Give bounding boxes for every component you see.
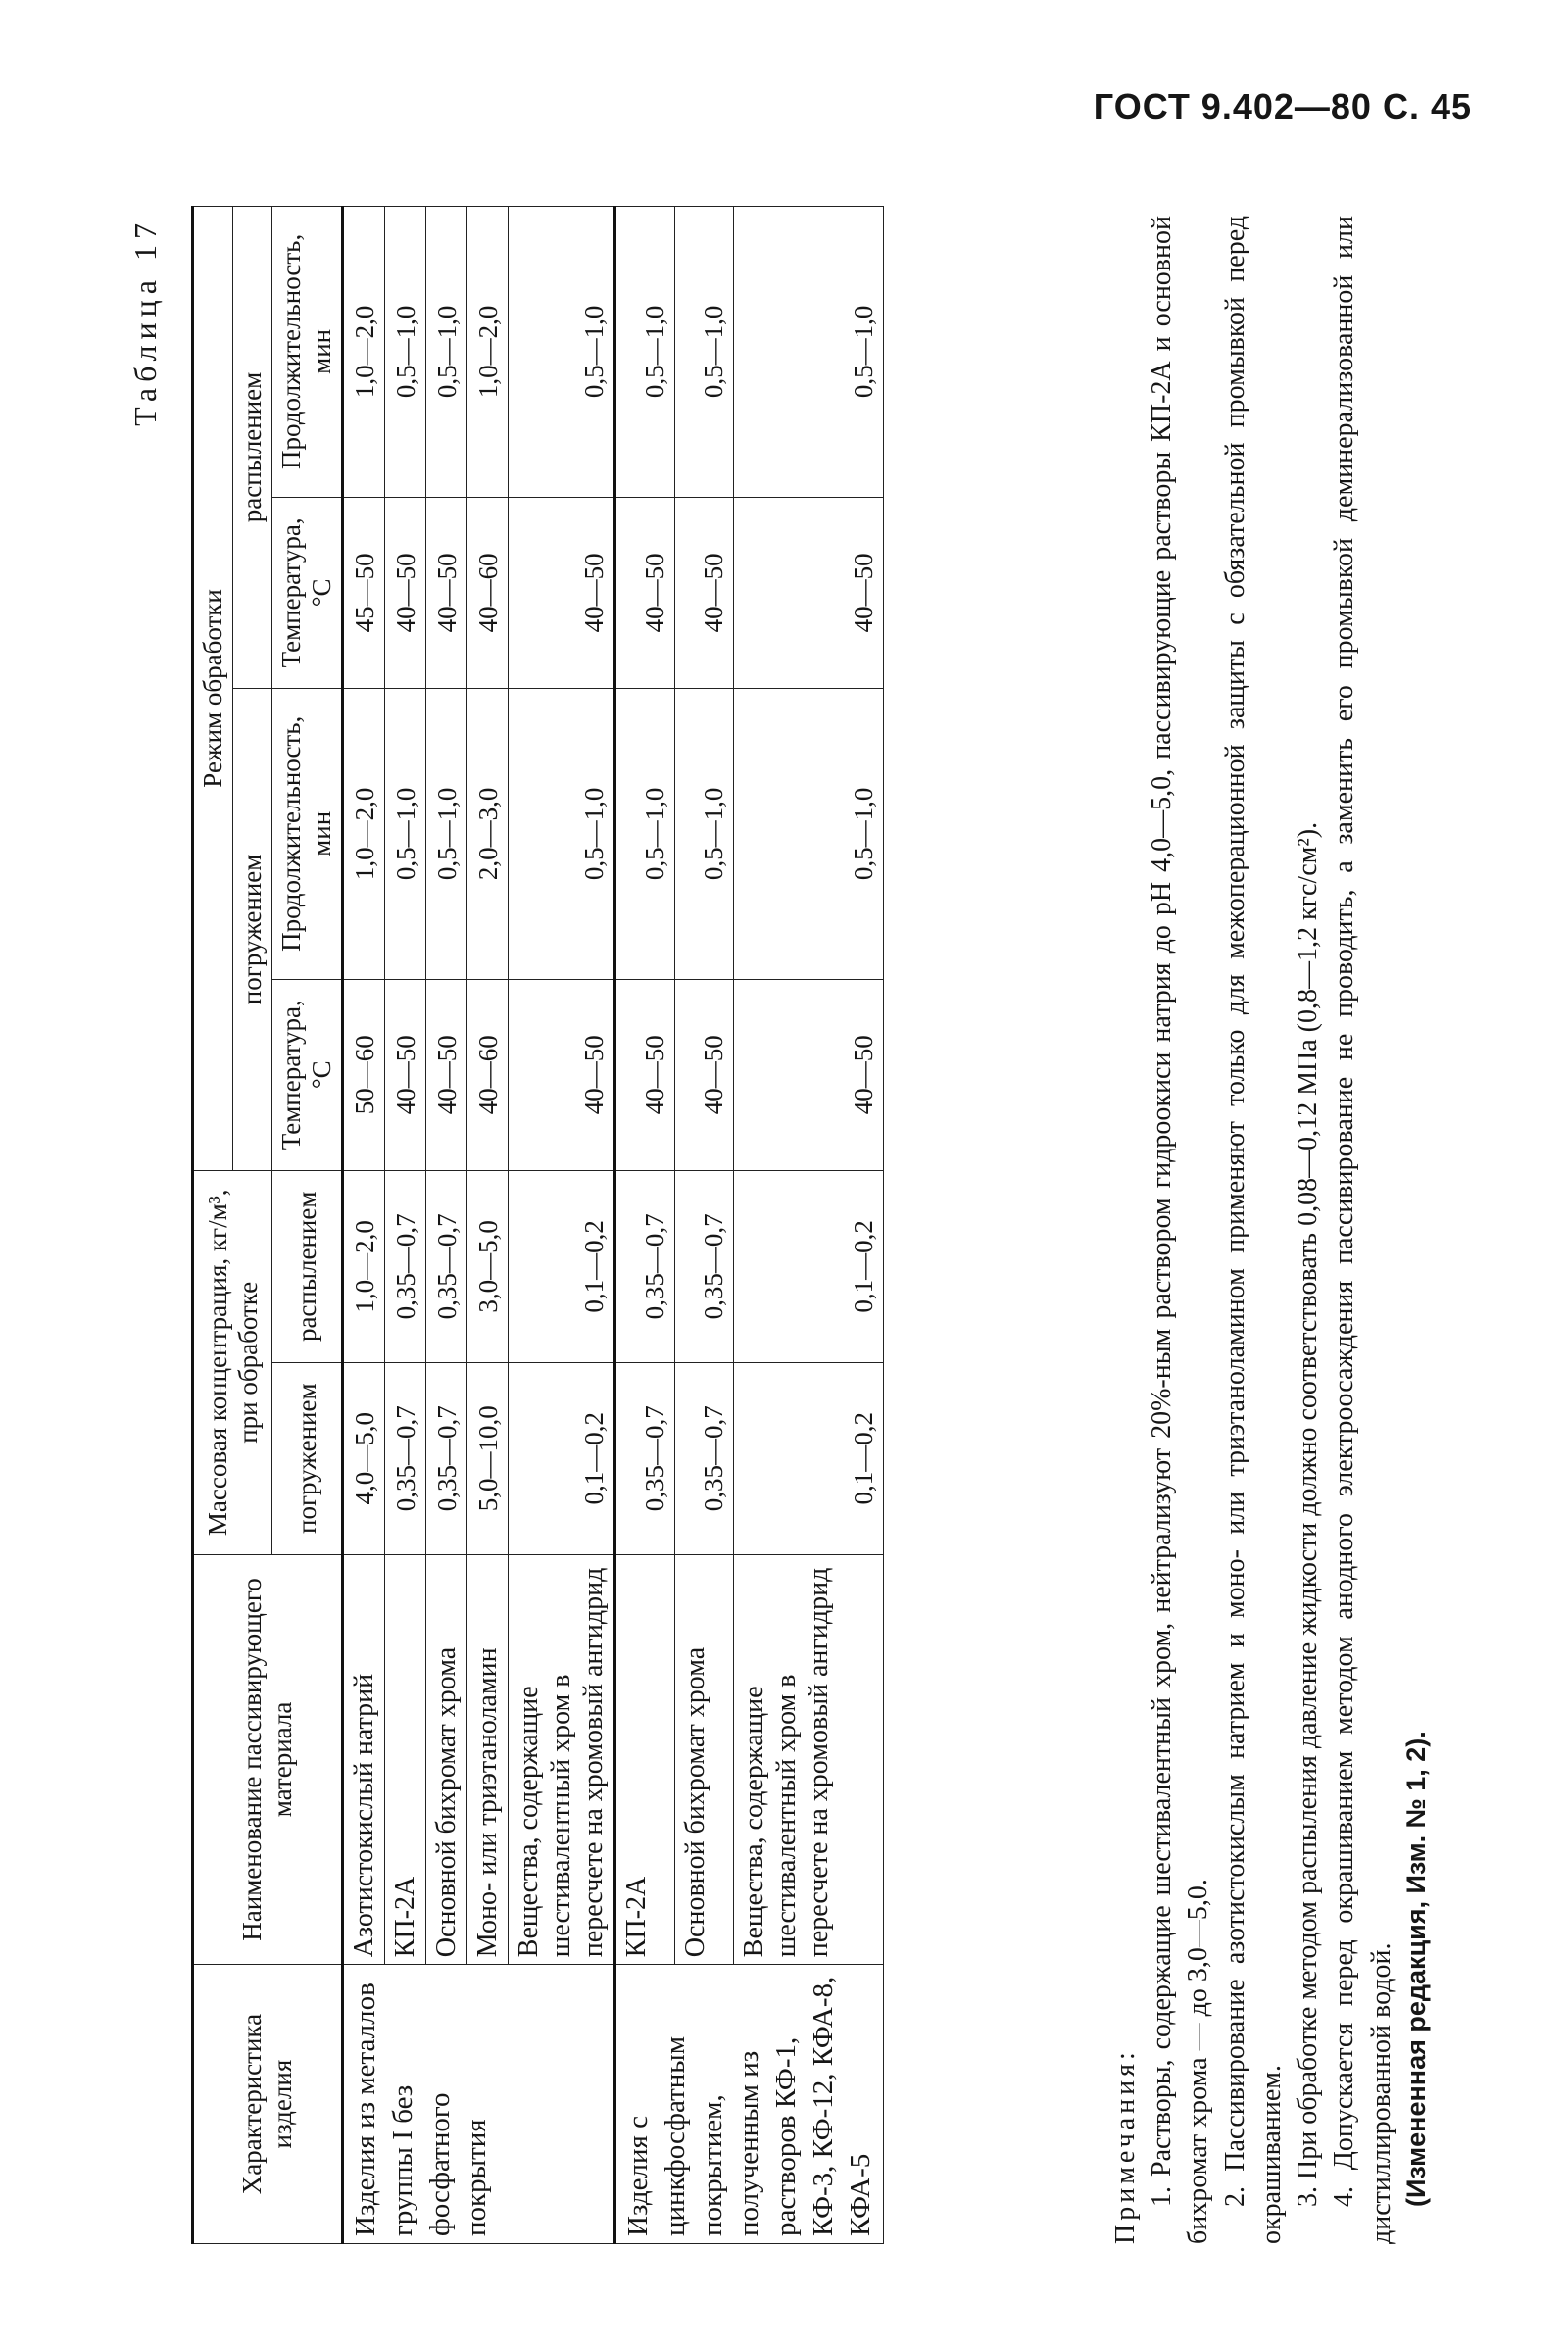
header-conc-immersion: погружением: [272, 1362, 343, 1554]
table-row: [615, 207, 675, 2244]
cell-conc-spraying: 0,35—0,7: [385, 1170, 426, 1362]
cell-spr-duration: 0,5—1,0: [426, 207, 467, 498]
header-material: Наименование пассивирующего материала: [193, 1554, 343, 1965]
note-4: 4. Допускается перед окрашиванием методом анодного электроосаждения пассивирование не проводить, а заменить его промывкой деминерализованной или дистиллированной водой.: [1329, 216, 1396, 2244]
cell-conc-immersion: 0,1—0,2: [509, 1362, 615, 1554]
cell-characteristic: Изделия из металлов группы I без фосфатного покрытия: [343, 1965, 615, 2244]
cell-characteristic: Изделия с цинкфосфатным покрытием, полученным из растворов КФ-1, КФ-3, КФ-12, КФА-8, КФА-5: [615, 1965, 884, 2244]
edition-note: (Измененная редакция, Изм. № 1, 2).: [1400, 1731, 1431, 2207]
cell-material: КП-2А: [385, 1554, 426, 1965]
cell-spr-duration: 0,5—1,0: [509, 207, 615, 498]
cell-imm-temperature: 50—60: [343, 979, 385, 1170]
cell-spr-temperature: 45—50: [343, 497, 385, 688]
table-row: [343, 207, 385, 2244]
table-row: [509, 207, 615, 2244]
cell-spr-duration: 0,5—1,0: [385, 207, 426, 498]
cell-imm-temperature: 40—50: [426, 979, 467, 1170]
cell-imm-duration: 0,5—1,0: [385, 688, 426, 979]
cell-material: Азотистокислый натрий: [343, 1554, 385, 1965]
notes: [1107, 216, 1435, 2244]
header-spr-temperature: Температура, °С: [272, 497, 343, 688]
table-row: [675, 207, 734, 2244]
header-characteristic: Характеристика изделия: [193, 1965, 343, 2244]
cell-conc-immersion: 0,35—0,7: [675, 1362, 734, 1554]
cell-conc-spraying: 3,0—5,0: [467, 1170, 509, 1362]
cell-spr-temperature: 40—60: [467, 497, 509, 688]
passivation-table: [191, 206, 884, 2244]
header-by-spraying: распылением: [233, 207, 272, 689]
cell-material: Основной бихромат хрома: [675, 1554, 734, 1965]
header-conc-spraying: распылением: [272, 1170, 343, 1362]
cell-spr-temperature: 40—50: [509, 497, 615, 688]
note-3: 3. При обработке методом распыления давление жидкости должно соответствовать 0,08—0,12 МПа (0,8—1,2 кгс/см²).: [1293, 821, 1324, 2207]
cell-spr-duration: 0,5—1,0: [615, 207, 675, 498]
header-imm-temperature: Температура, °С: [272, 979, 343, 1170]
cell-conc-spraying: 0,35—0,7: [675, 1170, 734, 1362]
cell-material: Основной бихромат хрома: [426, 1554, 467, 1965]
cell-imm-temperature: 40—50: [385, 979, 426, 1170]
cell-conc-immersion: 0,35—0,7: [615, 1362, 675, 1554]
cell-conc-immersion: 4,0—5,0: [343, 1362, 385, 1554]
cell-conc-immersion: 0,35—0,7: [385, 1362, 426, 1554]
cell-material: Вещества, содержащие шестивалентный хром в пересчете на хромовый ангидрид: [733, 1554, 883, 1965]
rotated-content: [127, 206, 1431, 2244]
cell-imm-temperature: 40—50: [675, 979, 734, 1170]
header-mode: Режим обработки: [193, 207, 233, 1171]
table-row: [733, 207, 883, 2244]
cell-conc-spraying: 0,35—0,7: [426, 1170, 467, 1362]
cell-spr-duration: 0,5—1,0: [675, 207, 734, 498]
cell-conc-immersion: 5,0—10,0: [467, 1362, 509, 1554]
cell-spr-temperature: 40—50: [426, 497, 467, 688]
cell-imm-duration: 2,0—3,0: [467, 688, 509, 979]
cell-conc-immersion: 0,35—0,7: [426, 1362, 467, 1554]
cell-spr-temperature: 40—50: [615, 497, 675, 688]
table-caption: Таблица 17: [127, 218, 163, 426]
cell-material: Вещества, содержащие шестивалентный хром в пересчете на хромовый ангидрид: [509, 1554, 615, 1965]
cell-conc-spraying: 0,1—0,2: [733, 1170, 883, 1362]
cell-spr-temperature: 40—50: [385, 497, 426, 688]
table-row: [385, 207, 426, 2244]
cell-imm-duration: 0,5—1,0: [509, 688, 615, 979]
cell-conc-spraying: 1,0—2,0: [343, 1170, 385, 1362]
note-2: 2. Пассивирование азотистокислым натрием и моно- или триэтаноламином применяют только для межоперационной защиты с обязательной промывкой перед окрашиванием.: [1219, 216, 1287, 2244]
cell-imm-duration: 0,5—1,0: [426, 688, 467, 979]
cell-imm-duration: 0,5—1,0: [733, 688, 883, 979]
cell-imm-temperature: 40—50: [733, 979, 883, 1170]
cell-spr-duration: 0,5—1,0: [733, 207, 883, 498]
header-imm-duration: Продолжительность, мин: [272, 688, 343, 979]
header-by-immersion: погружением: [233, 688, 272, 1170]
cell-spr-temperature: 40—50: [675, 497, 734, 688]
table-row: [467, 207, 509, 2244]
cell-imm-duration: 0,5—1,0: [615, 688, 675, 979]
cell-imm-duration: 0,5—1,0: [675, 688, 734, 979]
cell-imm-temperature: 40—50: [615, 979, 675, 1170]
table-row: [426, 207, 467, 2244]
header-spr-duration: Продолжительность, мин: [272, 207, 343, 498]
cell-imm-duration: 1,0—2,0: [343, 688, 385, 979]
cell-imm-temperature: 40—50: [509, 979, 615, 1170]
cell-spr-duration: 1,0—2,0: [467, 207, 509, 498]
cell-spr-duration: 1,0—2,0: [343, 207, 385, 498]
cell-material: Моно- или триэтаноламин: [467, 1554, 509, 1965]
cell-conc-spraying: 0,35—0,7: [615, 1170, 675, 1362]
header-concentration: Массовая концентрация, кг/м³, при обработке: [193, 1170, 272, 1554]
notes-title: Примечания:: [1110, 2048, 1141, 2244]
cell-conc-spraying: 0,1—0,2: [509, 1170, 615, 1362]
cell-conc-immersion: 0,1—0,2: [733, 1362, 883, 1554]
cell-spr-temperature: 40—50: [733, 497, 883, 688]
cell-imm-temperature: 40—60: [467, 979, 509, 1170]
note-1: 1. Растворы, содержащие шестивалентный хром, нейтрализуют 20%-ным раствором гидроокиси натрия до pH 4,0—5,0, пассивирующие растворы КП-2А и основной бихромат хрома — до 3,0—5,0.: [1147, 216, 1214, 2244]
page-header: ГОСТ 9.402—80 С. 45: [1093, 86, 1472, 126]
cell-material: КП-2А: [615, 1554, 675, 1965]
